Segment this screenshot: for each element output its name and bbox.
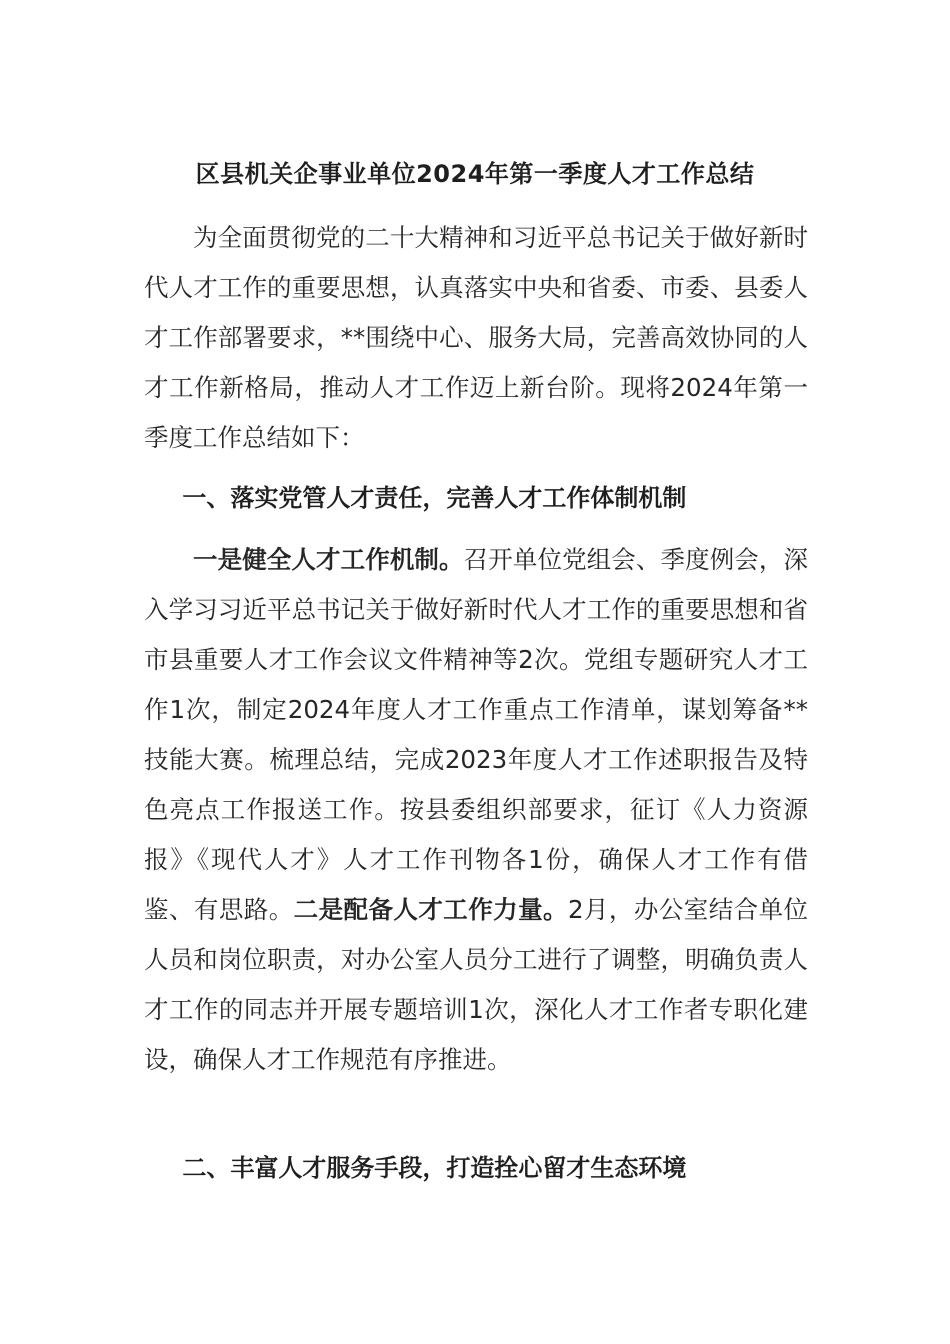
point-1-text: 召开单位党组会、季度例会，深入学习习近平总书记关于做好新时代人才工作的重要思想和省市县重要人才工作会议文件精神等2次。党组专题研究人才工作1次，制定2024年度人才工作重点工作清单，谋划筹备**技能大赛。梳理总结，完成2023年度人才工作述职报告及特色亮点工作报送工作。按县委组织部要求，征订《人力资源报》《现代人才》人才工作刊物各1份，确保人才工作有借鉴、有思路。 [144, 545, 809, 924]
lead-point-1: 一是健全人才工作机制。 [193, 545, 464, 574]
section-1-paragraph [144, 535, 808, 1135]
section-heading-2: 二、丰富人才服务手段，打造拴心留才生态环境 [182, 1154, 687, 1182]
section-heading-1: 一、落实党管人才责任，完善人才工作体制机制 [182, 484, 687, 512]
document-title: 区县机关企事业单位2024年第一季度人才工作总结 [195, 160, 755, 188]
intro-paragraph: 为全面贯彻党的二十大精神和习近平总书记关于做好新时代人才工作的重要思想，认真落实中央和省委、市委、县委人才工作部署要求，**围绕中心、服务大局，完善高效协同的人才工作新格局，推动人才工作迈上新台阶。现将2024年第一季度工作总结如下： [144, 223, 808, 452]
point-2-text: 2月，办公室结合单位人员和岗位职责，对办公室人员分工进行了调整，明确负责人才工作的同志并开展专题培训1次，深化人才工作者专职化建设，确保人才工作规范有序推进。 [144, 895, 809, 1074]
lead-point-2: 二是配备人才工作力量。 [293, 895, 568, 924]
